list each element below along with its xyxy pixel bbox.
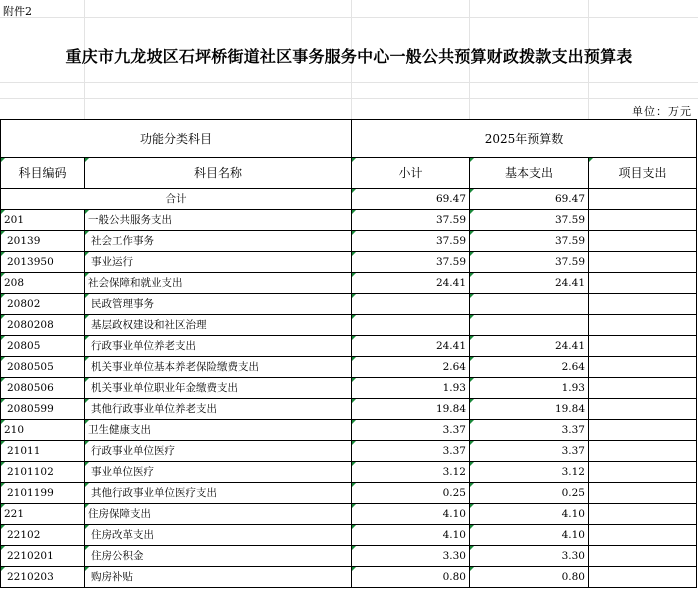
cell-code: 2013950	[1, 252, 85, 273]
cell-name: 机关事业单位职业年金缴费支出	[85, 378, 352, 399]
table-row	[1, 336, 697, 357]
budget-table	[0, 119, 697, 588]
cell-code: 20805	[1, 336, 85, 357]
cell-project	[589, 441, 697, 462]
total-row	[1, 189, 697, 210]
cell-basic	[470, 315, 589, 336]
cell-basic: 19.84	[470, 399, 589, 420]
cell-basic: 24.41	[470, 273, 589, 294]
header-code: 科目编码	[1, 158, 85, 189]
cell-subtotal: 3.37	[352, 420, 470, 441]
cell-code: 2080505	[1, 357, 85, 378]
cell-project	[589, 546, 697, 567]
cell-subtotal: 0.25	[352, 483, 470, 504]
cell-basic: 24.41	[470, 336, 589, 357]
cell-name: 住房公积金	[85, 546, 352, 567]
cell-subtotal: 3.30	[352, 546, 470, 567]
cell-code: 20802	[1, 294, 85, 315]
cell-subtotal: 1.93	[352, 378, 470, 399]
cell-code: 201	[1, 210, 85, 231]
header-function-category: 功能分类科目	[1, 120, 352, 158]
cell-name: 其他行政事业单位养老支出	[85, 399, 352, 420]
table-row	[1, 273, 697, 294]
cell-project	[589, 294, 697, 315]
cell-basic: 2.64	[470, 357, 589, 378]
table-row	[1, 399, 697, 420]
cell-project	[589, 378, 697, 399]
cell-name: 事业单位医疗	[85, 462, 352, 483]
cell-code: 221	[1, 504, 85, 525]
cell-code: 2210201	[1, 546, 85, 567]
cell-code: 2101102	[1, 462, 85, 483]
cell-project	[589, 483, 697, 504]
header-project: 项目支出	[589, 158, 697, 189]
header-basic: 基本支出	[470, 158, 589, 189]
table-row	[1, 441, 697, 462]
cell-name: 一般公共服务支出	[85, 210, 352, 231]
header-budget-year: 2025年预算数	[352, 120, 697, 158]
table-row	[1, 357, 697, 378]
cell-subtotal: 0.80	[352, 567, 470, 588]
cell-subtotal: 4.10	[352, 525, 470, 546]
table-row	[1, 483, 697, 504]
cell-name: 事业运行	[85, 252, 352, 273]
cell-name: 住房改革支出	[85, 525, 352, 546]
cell-basic: 0.80	[470, 567, 589, 588]
header-subtotal: 小计	[352, 158, 470, 189]
cell-subtotal: 4.10	[352, 504, 470, 525]
page-title: 重庆市九龙坡区石坪桥街道社区事务服务中心一般公共预算财政拨款支出预算表	[65, 47, 633, 66]
cell-code: 2080208	[1, 315, 85, 336]
cell-basic: 3.37	[470, 420, 589, 441]
total-label: 合计	[1, 189, 352, 210]
header-row-1	[1, 120, 697, 158]
table-row	[1, 525, 697, 546]
table-row	[1, 546, 697, 567]
cell-subtotal: 2.64	[352, 357, 470, 378]
cell-name: 住房保障支出	[85, 504, 352, 525]
cell-project	[589, 315, 697, 336]
cell-name: 行政事业单位养老支出	[85, 336, 352, 357]
cell-code: 2101199	[1, 483, 85, 504]
table-row	[1, 231, 697, 252]
cell-name: 机关事业单位基本养老保险缴费支出	[85, 357, 352, 378]
cell-project	[589, 252, 697, 273]
cell-name: 社会保障和就业支出	[85, 273, 352, 294]
cell-subtotal: 24.41	[352, 336, 470, 357]
cell-code: 22102	[1, 525, 85, 546]
cell-project	[589, 462, 697, 483]
table-row	[1, 252, 697, 273]
cell-project	[589, 210, 697, 231]
cell-basic: 4.10	[470, 504, 589, 525]
cell-basic: 0.25	[470, 483, 589, 504]
cell-project	[589, 504, 697, 525]
cell-basic: 4.10	[470, 525, 589, 546]
cell-subtotal: 37.59	[352, 210, 470, 231]
table-row	[1, 462, 697, 483]
cell-basic: 37.59	[470, 252, 589, 273]
total-subtotal: 69.47	[352, 189, 470, 210]
table-row	[1, 420, 697, 441]
cell-project	[589, 420, 697, 441]
table-row	[1, 210, 697, 231]
cell-project	[589, 273, 697, 294]
cell-basic: 3.37	[470, 441, 589, 462]
header-row-2	[1, 158, 697, 189]
cell-code: 20139	[1, 231, 85, 252]
cell-subtotal: 3.12	[352, 462, 470, 483]
cell-project	[589, 525, 697, 546]
cell-basic: 1.93	[470, 378, 589, 399]
cell-code: 210	[1, 420, 85, 441]
unit-label: 单位：万元	[632, 105, 692, 118]
table-row	[1, 294, 697, 315]
cell-subtotal: 37.59	[352, 231, 470, 252]
total-basic: 69.47	[470, 189, 589, 210]
cell-name: 卫生健康支出	[85, 420, 352, 441]
table-row	[1, 315, 697, 336]
cell-name: 社会工作事务	[85, 231, 352, 252]
cell-name: 其他行政事业单位医疗支出	[85, 483, 352, 504]
cell-subtotal	[352, 315, 470, 336]
cell-name: 行政事业单位医疗	[85, 441, 352, 462]
cell-project	[589, 336, 697, 357]
table-row	[1, 504, 697, 525]
total-project	[589, 189, 697, 210]
cell-basic: 3.12	[470, 462, 589, 483]
header-name: 科目名称	[85, 158, 352, 189]
cell-name: 民政管理事务	[85, 294, 352, 315]
table-row	[1, 378, 697, 399]
cell-subtotal: 37.59	[352, 252, 470, 273]
cell-name: 基层政权建设和社区治理	[85, 315, 352, 336]
cell-code: 2080506	[1, 378, 85, 399]
cell-code: 208	[1, 273, 85, 294]
cell-basic	[470, 294, 589, 315]
table-row	[1, 567, 697, 588]
cell-project	[589, 399, 697, 420]
cell-basic: 37.59	[470, 231, 589, 252]
cell-project	[589, 567, 697, 588]
cell-code: 21011	[1, 441, 85, 462]
cell-project	[589, 357, 697, 378]
cell-code: 2080599	[1, 399, 85, 420]
cell-project	[589, 231, 697, 252]
cell-subtotal: 3.37	[352, 441, 470, 462]
cell-code: 2210203	[1, 567, 85, 588]
attachment-label: 附件2	[3, 5, 32, 18]
cell-subtotal: 19.84	[352, 399, 470, 420]
cell-name: 购房补贴	[85, 567, 352, 588]
cell-basic: 3.30	[470, 546, 589, 567]
cell-subtotal	[352, 294, 470, 315]
cell-basic: 37.59	[470, 210, 589, 231]
cell-subtotal: 24.41	[352, 273, 470, 294]
